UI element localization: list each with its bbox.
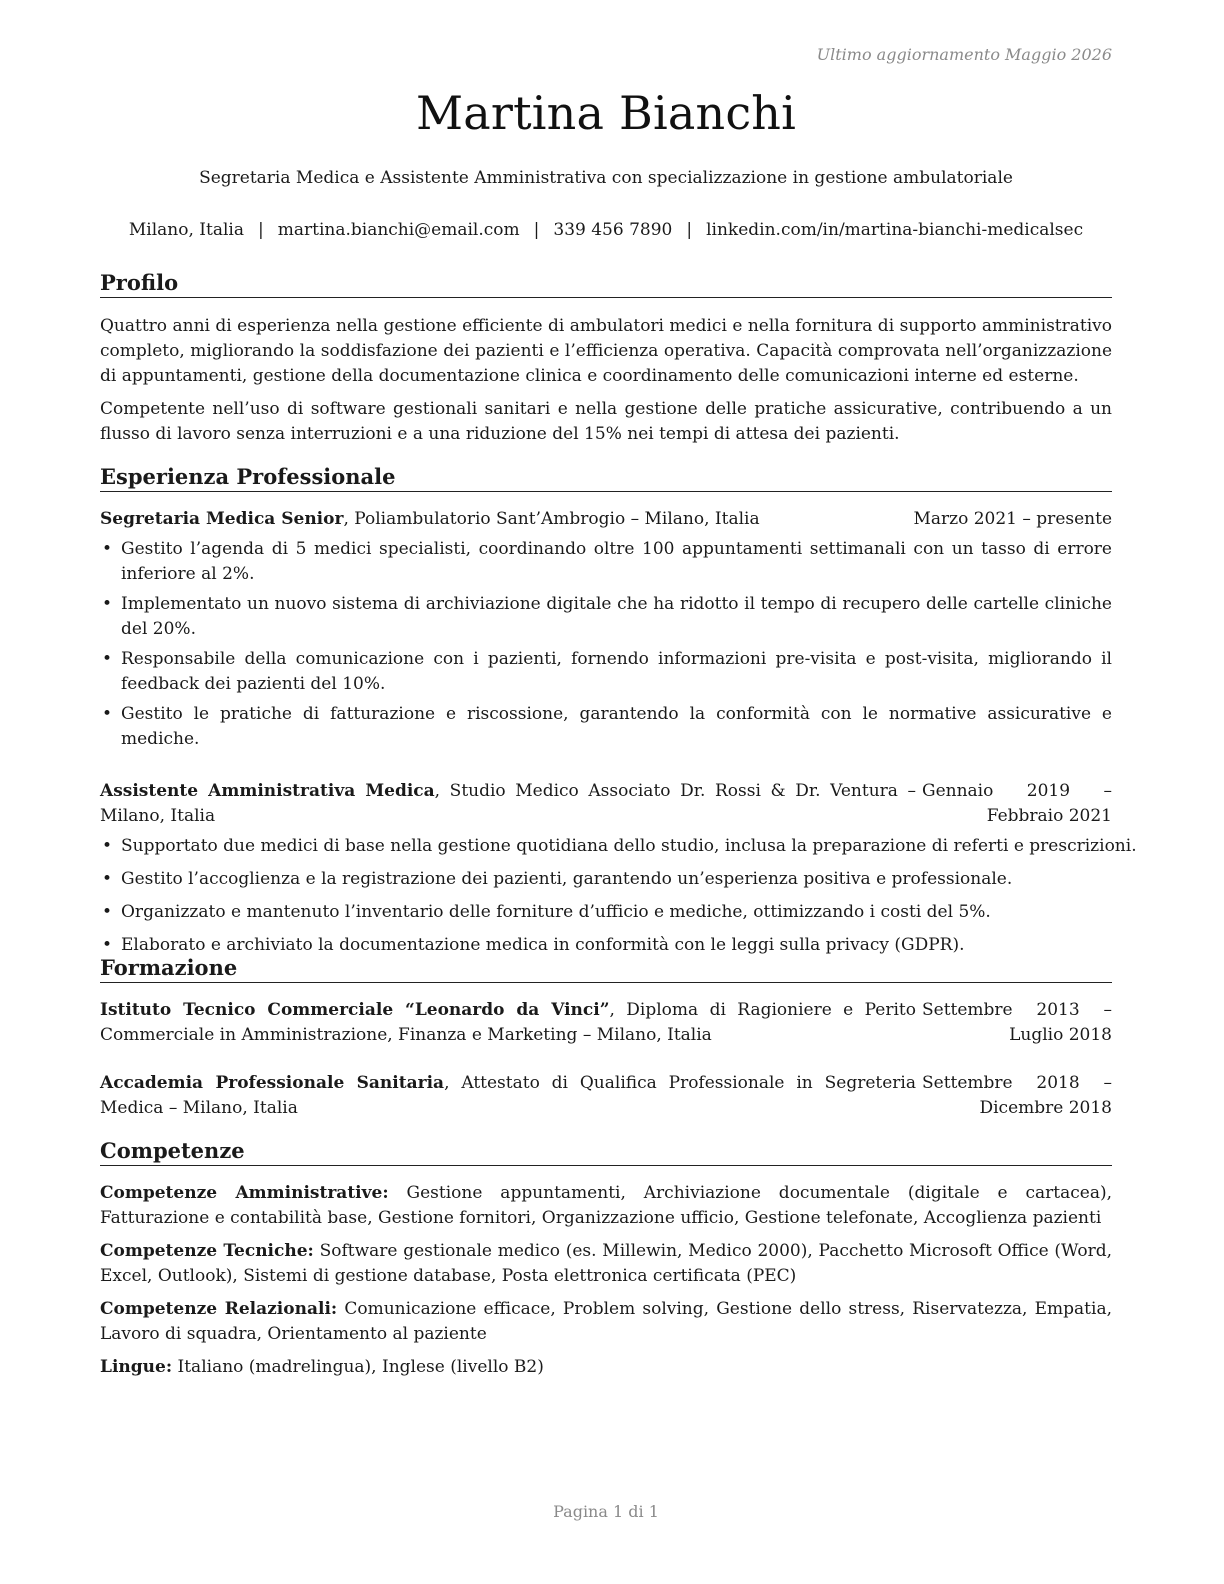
education-detail: , Diploma di Ragioniere e Perito Commerciale in Amministrazione, Finanza e Marketing – Milano, Italia [100,1000,916,1045]
job-dates: Gennaio 2019 – Febbraio 2021 [922,781,1112,826]
education-school: Istituto Tecnico Commerciale “Leonardo da Vinci” [100,1000,610,1020]
skill-group-label: Competenze Tecniche: [100,1241,314,1261]
education-dates: Settembre 2013 – Luglio 2018 [922,1000,1112,1045]
skill-group [100,1239,1112,1289]
job-dates: Marzo 2021 – presente [913,509,1112,529]
section-title-skills: Competenze [100,1138,1112,1166]
job-header [100,779,1112,829]
education-entry [100,998,1112,1048]
education-school: Accademia Professionale Sanitaria [100,1073,445,1093]
skill-group-text: Italiano (madrelingua), Inglese (livello B2) [172,1357,544,1377]
skill-group [100,1297,1112,1347]
skill-group-label: Lingue: [100,1357,173,1377]
job-bullet: • Responsabile della comunicazione con i pazienti, fornendo informazioni pre-visita e post-visita, migliorando il feedback dei pazienti del 10%. [100,647,1112,697]
job-bullet: • Organizzato e mantenuto l’inventario delle forniture d’ufficio e mediche, ottimizzando i costi del 5%. [100,900,1112,925]
education-dates: Settembre 2018 – Dicembre 2018 [922,1073,1112,1118]
section-title-experience: Esperienza Professionale [100,464,1112,492]
skill-group [100,1355,1112,1380]
profile-section [100,270,1112,447]
job-bullet: • Gestito l’accoglienza e la registrazione dei pazienti, garantendo un’esperienza positiva e professionale. [100,867,1112,892]
section-title-education: Formazione [100,955,1112,983]
job-title-line [100,779,916,829]
job-bullets [100,834,1137,958]
contact-location: Milano, Italia [128,220,244,240]
section-title-profile: Profilo [100,270,1112,298]
resume-page [100,0,1137,1584]
education-section [100,955,1112,1121]
contact-email-link[interactable]: martina.bianchi@email.com [277,220,520,240]
job-bullet: • Supportato due medici di base nella gestione quotidiana dello studio, inclusa la preparazione di referti e prescrizioni. [100,834,1112,859]
skill-group-label: Competenze Relazionali: [100,1299,338,1319]
education-title-line [100,998,916,1048]
job-title-line [100,507,907,532]
job-organization: , Studio Medico Associato Dr. Rossi & Dr. Ventura – Milano, Italia [100,781,916,826]
skills-section [100,1138,1112,1380]
job-bullets [100,537,1112,752]
contact-separator: | [533,220,540,240]
skill-group-text: Comunicazione efficace, Problem solving, Gestione dello stress, Riservatezza, Empatia, Lavoro di squadra, Orientamento al paziente [100,1299,1112,1344]
job-role: Assistente Amministrativa Medica [100,781,435,801]
education-entry [100,1071,1112,1121]
page-number: Pagina 1 di 1 [553,1502,659,1521]
job-bullet: • Implementato un nuovo sistema di archiviazione digitale che ha ridotto il tempo di recupero delle cartelle cliniche del 20%. [100,592,1112,642]
contact-line [80,220,1132,240]
job-entry [100,507,1112,752]
profile-paragraph: Competente nell’uso di software gestionali sanitari e nella gestione delle pratiche assicurative, contribuendo a un flusso di lavoro senza interruzioni e a una riduzione del 15% nei tempi di attesa dei pazienti. [100,399,1112,444]
skill-group-text: Gestione appuntamenti, Archiviazione documentale (digitale e cartacea), Fatturazione e contabilità base, Gestione fornitori, Organizzazione ufficio, Gestione telefonate, Accoglienza pazienti [100,1183,1113,1228]
education-detail: , Attestato di Qualifica Professionale in Segreteria Medica – Milano, Italia [100,1073,916,1118]
contact-phone[interactable]: 339 456 7890 [553,220,673,240]
job-bullet: • Elaborato e archiviato la documentazione medica in conformità con le leggi sulla privacy (GDPR). [100,933,1112,958]
job-bullet: • Gestito l’agenda di 5 medici specialisti, coordinando oltre 100 appuntamenti settimanali con un tasso di errore inferiore al 2%. [100,537,1112,587]
skill-group-text: Software gestionale medico (es. Millewin, Medico 2000), Pacchetto Microsoft Office (Word, Excel, Outlook), Sistemi di gestione database, Posta elettronica certificata (PEC) [100,1241,1113,1286]
candidate-headline: Segretaria Medica e Assistente Amministrativa con specializzazione in gestione ambulatoriale [199,168,1013,188]
job-role: Segretaria Medica Senior [100,509,344,529]
candidate-name: Martina Bianchi [415,86,797,140]
skill-group [100,1181,1112,1231]
experience-section [100,464,1137,958]
last-updated-note: Ultimo aggiornamento Maggio 2026 [816,45,1112,64]
contact-separator: | [686,220,693,240]
job-organization: , Poliambulatorio Sant’Ambrogio – Milano, Italia [343,509,760,529]
profile-paragraph: Quattro anni di esperienza nella gestione efficiente di ambulatori medici e nella fornitura di supporto amministrativo completo, migliorando la soddisfazione dei pazienti e l’efficienza operativa. Capacità comprovata nell’organizzazione di appuntamenti, gestione della documentazione clinica e coordinamento delle comunicazioni interne ed esterne. [100,316,1112,386]
job-header [100,507,1112,532]
job-bullet: • Gestito le pratiche di fatturazione e riscossione, garantendo la conformità con le normative assicurative e mediche. [100,702,1112,752]
contact-linkedin-link[interactable]: linkedin.com/in/martina-bianchi-medicalsec [706,220,1084,240]
contact-separator: | [258,220,264,240]
education-title-line [100,1071,916,1121]
skill-group-label: Competenze Amministrative: [100,1183,389,1203]
job-entry [100,779,1137,958]
